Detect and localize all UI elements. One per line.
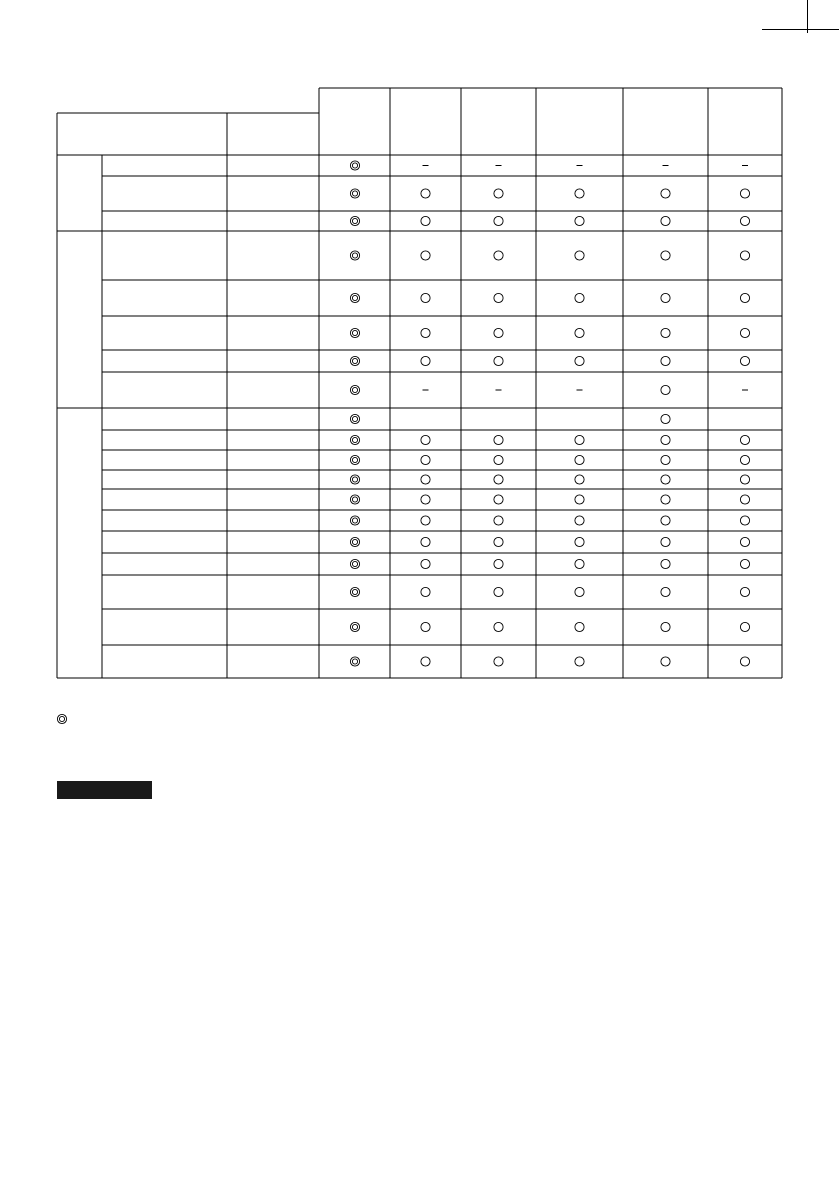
- double-circle-mark: [350, 189, 359, 198]
- circle-mark: [740, 189, 749, 198]
- double-circle-mark: [350, 475, 359, 484]
- circle-mark: [661, 414, 670, 423]
- circle-mark: [494, 435, 503, 444]
- circle-mark: [494, 622, 503, 631]
- circle-mark: [494, 559, 503, 568]
- circle-mark: [661, 559, 670, 568]
- circle-mark: [661, 455, 670, 464]
- double-circle-mark: [350, 293, 359, 302]
- circle-mark: [494, 475, 503, 484]
- double-circle-mark: [350, 356, 359, 365]
- circle-mark: [740, 455, 749, 464]
- circle-mark: [661, 251, 670, 260]
- double-circle-mark-inner: [352, 218, 357, 223]
- double-circle-mark-inner: [352, 589, 357, 594]
- circle-mark: [575, 216, 584, 225]
- circle-mark: [494, 328, 503, 337]
- double-circle-mark-inner: [352, 330, 357, 335]
- double-circle-mark: [350, 622, 359, 631]
- double-circle-mark-inner: [352, 624, 357, 629]
- circle-mark: [421, 475, 430, 484]
- circle-mark: [421, 657, 430, 666]
- circle-mark: [421, 455, 430, 464]
- circle-mark: [575, 328, 584, 337]
- circle-mark: [740, 293, 749, 302]
- circle-mark: [494, 216, 503, 225]
- circle-mark: [575, 189, 584, 198]
- double-circle-mark-inner: [352, 659, 357, 664]
- double-circle-mark-inner: [352, 295, 357, 300]
- circle-mark: [421, 328, 430, 337]
- circle-mark: [661, 622, 670, 631]
- double-circle-mark: [350, 328, 359, 337]
- circle-mark: [740, 435, 749, 444]
- circle-mark: [494, 495, 503, 504]
- circle-mark: [494, 587, 503, 596]
- circle-mark: [661, 189, 670, 198]
- circle-mark: [740, 216, 749, 225]
- double-circle-mark: [350, 216, 359, 225]
- double-circle-mark-inner: [352, 358, 357, 363]
- circle-mark: [421, 216, 430, 225]
- circle-mark: [575, 657, 584, 666]
- circle-mark: [740, 587, 749, 596]
- circle-mark: [421, 537, 430, 546]
- circle-mark: [575, 475, 584, 484]
- circle-mark: [575, 587, 584, 596]
- circle-mark: [421, 622, 430, 631]
- double-circle-mark: [350, 251, 359, 260]
- circle-mark: [661, 328, 670, 337]
- double-circle-mark: [350, 161, 359, 170]
- circle-mark: [661, 537, 670, 546]
- circle-mark: [494, 251, 503, 260]
- legend: [55, 712, 69, 726]
- circle-mark: [494, 293, 503, 302]
- circle-mark: [421, 587, 430, 596]
- circle-mark: [740, 657, 749, 666]
- circle-mark: [575, 516, 584, 525]
- circle-mark: [661, 293, 670, 302]
- circle-mark: [421, 516, 430, 525]
- double-circle-icon: [55, 712, 69, 726]
- double-circle-mark: [350, 559, 359, 568]
- double-circle-mark: [350, 587, 359, 596]
- circle-mark: [575, 251, 584, 260]
- circle-mark: [661, 475, 670, 484]
- double-circle-mark: [350, 435, 359, 444]
- circle-mark: [661, 385, 670, 394]
- circle-mark: [575, 537, 584, 546]
- circle-mark: [575, 622, 584, 631]
- circle-mark: [740, 537, 749, 546]
- circle-mark: [661, 435, 670, 444]
- circle-mark: [740, 495, 749, 504]
- circle-mark: [494, 516, 503, 525]
- double-circle-mark-inner: [352, 163, 357, 168]
- circle-mark: [740, 559, 749, 568]
- circle-mark: [421, 189, 430, 198]
- double-circle-mark-inner: [352, 561, 357, 566]
- circle-mark: [661, 587, 670, 596]
- double-circle-mark: [350, 537, 359, 546]
- circle-mark: [421, 435, 430, 444]
- circle-mark: [494, 356, 503, 365]
- double-circle-mark-inner: [352, 497, 357, 502]
- circle-mark: [494, 537, 503, 546]
- double-circle-mark: [350, 657, 359, 666]
- circle-mark: [494, 455, 503, 464]
- circle-mark: [740, 251, 749, 260]
- circle-mark: [421, 559, 430, 568]
- circle-mark: [575, 293, 584, 302]
- double-circle-mark-inner: [352, 457, 357, 462]
- double-circle-mark-inner: [352, 191, 357, 196]
- circle-mark: [421, 495, 430, 504]
- circle-mark: [575, 435, 584, 444]
- circle-mark: [740, 475, 749, 484]
- circle-mark: [661, 657, 670, 666]
- circle-mark: [575, 559, 584, 568]
- circle-mark: [740, 356, 749, 365]
- circle-mark: [661, 516, 670, 525]
- circle-mark: [494, 657, 503, 666]
- circle-mark: [661, 216, 670, 225]
- circle-mark: [575, 495, 584, 504]
- circle-mark: [740, 622, 749, 631]
- circle-mark: [421, 293, 430, 302]
- double-circle-mark: [350, 385, 359, 394]
- circle-mark: [494, 189, 503, 198]
- circle-mark: [661, 495, 670, 504]
- double-circle-mark-inner: [352, 518, 357, 523]
- circle-mark: [421, 251, 430, 260]
- double-circle-mark-inner: [352, 416, 357, 421]
- double-circle-mark: [350, 455, 359, 464]
- double-circle-mark-inner: [352, 539, 357, 544]
- circle-mark: [661, 356, 670, 365]
- double-circle-mark: [350, 414, 359, 423]
- circle-mark: [421, 356, 430, 365]
- circle-mark: [575, 455, 584, 464]
- circle-mark: [575, 356, 584, 365]
- double-circle-mark-inner: [352, 437, 357, 442]
- double-circle-mark: [350, 495, 359, 504]
- double-circle-mark: [350, 516, 359, 525]
- note-label-bar: [57, 781, 152, 799]
- double-circle-mark-inner: [352, 253, 357, 258]
- circle-mark: [740, 328, 749, 337]
- double-circle-mark-inner: [352, 477, 357, 482]
- double-circle-mark-inner: [352, 387, 357, 392]
- circle-mark: [740, 516, 749, 525]
